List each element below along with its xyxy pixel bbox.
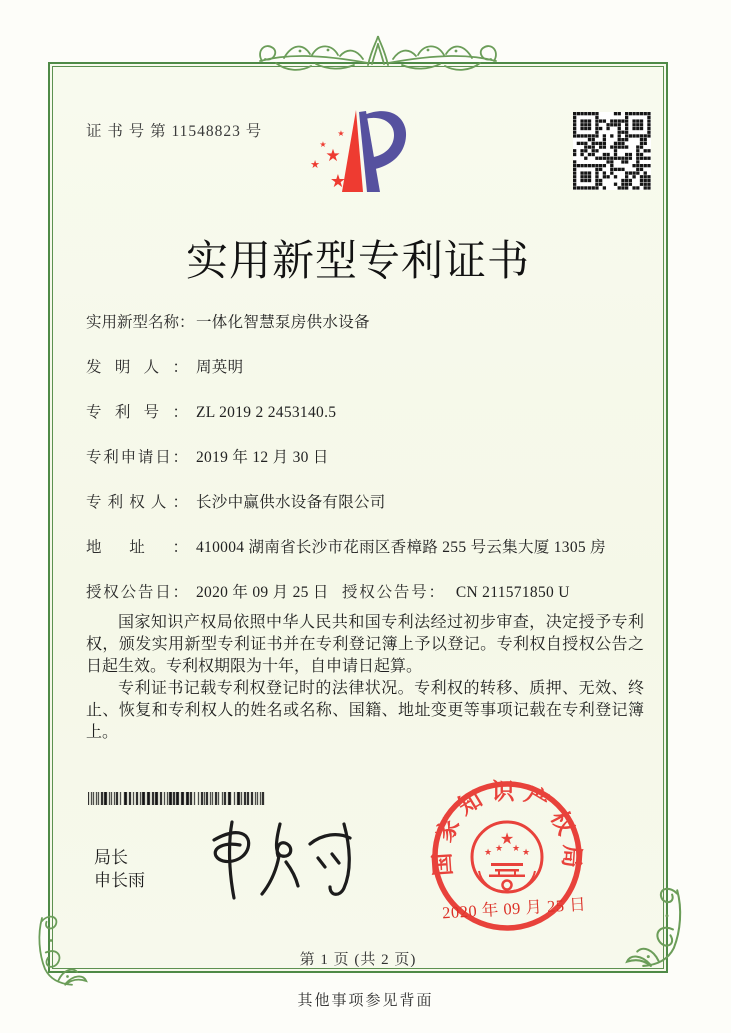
field-row-grant <box>86 584 646 601</box>
field-row-name <box>86 314 646 331</box>
field-row-patent-number <box>86 404 646 421</box>
field-value: 周英明 <box>196 359 244 376</box>
body-paragraph-2: 专利证书记载专利权登记时的法律状况。专利权的转移、质押、无效、终止、恢复和专利权人的姓名或名称、国籍、地址变更等事项记载在专利登记簿上。 <box>86 680 644 741</box>
field-label: 发明人： <box>86 359 188 376</box>
svg-text:★: ★ <box>521 848 531 858</box>
signature-handwriting <box>198 810 358 905</box>
barcode <box>88 792 268 805</box>
field-value: 410004 湖南省长沙市花雨区香樟路 255 号云集大厦 1305 房 <box>196 539 606 556</box>
svg-text:★: ★ <box>319 140 327 149</box>
body-paragraph-1: 国家知识产权局依照中华人民共和国专利法经过初步审查，决定授予专利权，颁发实用新型专利证书并在专利登记簿上予以登记。专利权自授权公告之日起生效。专利权期限为十年，自申请日起算。 <box>86 614 644 675</box>
svg-text:★: ★ <box>483 848 493 858</box>
field-label: 授权公告日： <box>86 584 188 601</box>
svg-text:★: ★ <box>310 158 320 171</box>
top-ornament <box>256 33 500 71</box>
field-value: 2020 年 09 月 25 日 <box>196 584 329 601</box>
field-value: 长沙中赢供水设备有限公司 <box>196 494 386 511</box>
signer-title: 局长 <box>94 848 128 867</box>
svg-text:★: ★ <box>325 146 341 166</box>
logo-stars <box>310 129 346 192</box>
seal-date: 2020 年 09 月 25 日 <box>441 894 587 923</box>
field-row-grant-date <box>86 584 342 601</box>
field-row-inventor <box>86 359 646 376</box>
qr-code <box>573 112 651 190</box>
field-row-grant-number <box>342 584 570 601</box>
field-value: CN 211571850 U <box>455 584 570 601</box>
svg-text:★: ★ <box>337 129 345 138</box>
field-value: ZL 2019 2 2453140.5 <box>196 404 337 421</box>
certificate-fields <box>86 314 646 629</box>
cnipa-logo <box>303 106 413 196</box>
field-label: 实用新型名称： <box>86 314 195 331</box>
certificate-number: 证 书 号 第 11548823 号 <box>86 123 263 140</box>
field-label: 专利号： <box>86 404 188 421</box>
certificate-body <box>86 612 644 744</box>
field-label: 专利权人： <box>86 494 188 511</box>
field-row-address <box>86 539 646 556</box>
seal-text: 国家知识产权局 <box>429 779 585 877</box>
field-row-filing-date <box>86 449 646 466</box>
field-label: 地址： <box>86 539 188 556</box>
field-label: 专利申请日： <box>86 449 188 466</box>
signer-name: 申长雨 <box>94 871 145 890</box>
back-note: 其他事项参见背面 <box>297 993 434 1009</box>
national-emblem-icon <box>472 822 542 892</box>
certificate-title: 实用新型专利证书 <box>185 239 530 285</box>
field-label: 授权公告号： <box>342 584 444 601</box>
svg-text:★: ★ <box>511 844 521 854</box>
svg-text:★: ★ <box>499 829 515 848</box>
logo-purple-bar <box>359 111 380 192</box>
field-value: 2019 年 12 月 30 日 <box>196 449 329 466</box>
page-number: 第 1 页 (共 2 页) <box>299 952 417 968</box>
field-value: 一体化智慧泵房供水设备 <box>196 314 370 331</box>
svg-text:★: ★ <box>329 171 347 192</box>
field-row-patentee <box>86 494 646 511</box>
svg-text:★: ★ <box>494 844 504 854</box>
